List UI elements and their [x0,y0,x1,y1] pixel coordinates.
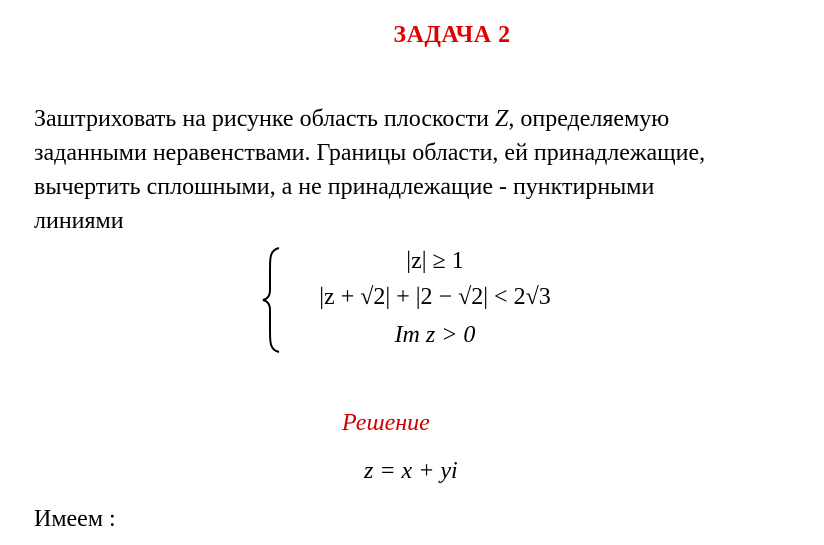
inequality-modulus: |z| ≥ 1 [406,248,464,274]
solution-title: Решение [342,410,430,436]
inequality-system [262,246,602,354]
plane-variable: Z [495,106,509,132]
statement-line-4: линиями [34,208,124,234]
statement-line-2: заданными неравенствами. Границы области, ей принадлежащие, [34,140,706,166]
complex-number-formula: z = x + yi [364,458,458,484]
task-statement [34,102,814,238]
statement-line-3: вычертить сплошными, а не принадлежащие - пунктирными [34,174,655,200]
curly-brace-icon [262,246,282,354]
have-label: Имеем : [34,506,116,532]
task-title: ЗАДАЧА 2 [393,22,511,48]
inequality-imaginary: Im z > 0 [394,322,476,348]
inequality-sum: |z + √2| + |2 − √2| < 2√3 [319,284,551,310]
statement-line-1: Заштриховать на рисунке область плоскости Z, определяемую [34,106,670,132]
